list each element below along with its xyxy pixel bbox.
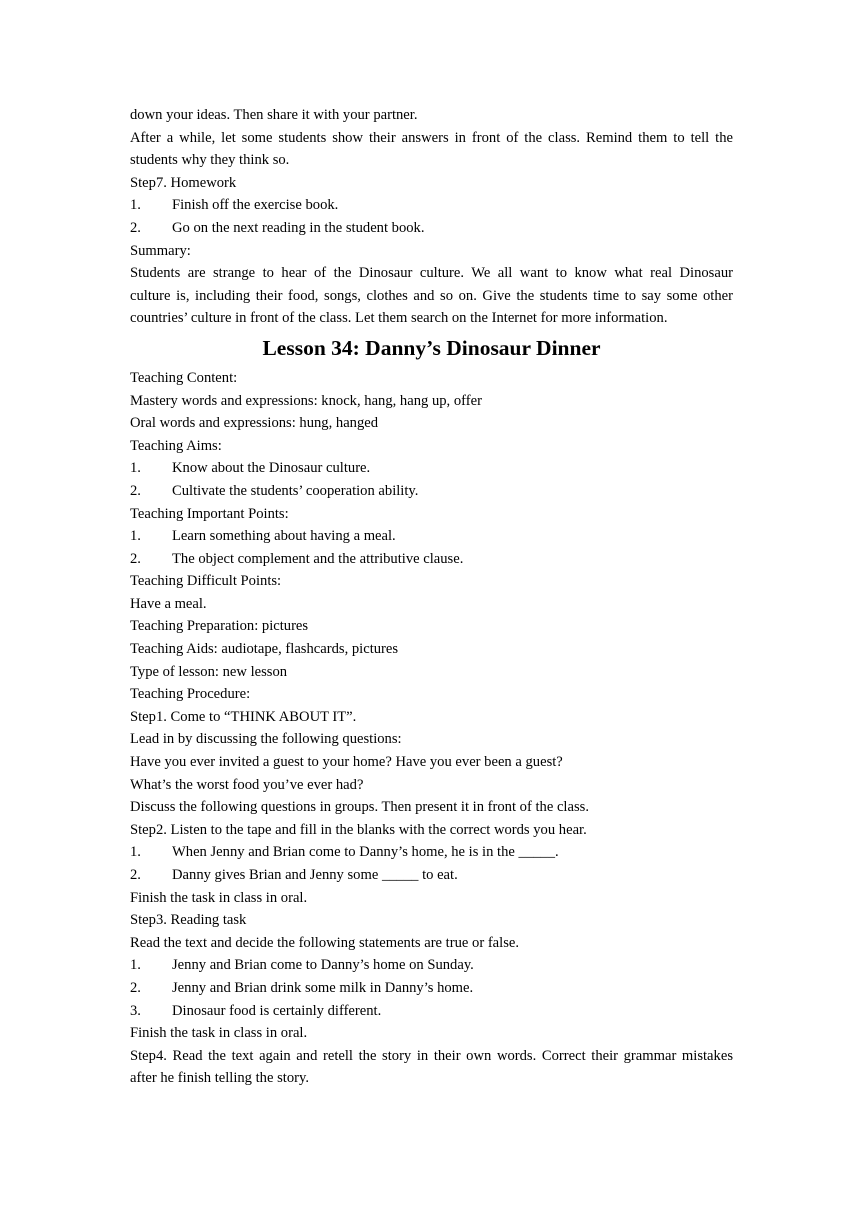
list-text: Learn something about having a meal. [172,528,396,545]
text-line: Have a meal. [130,595,207,612]
list-item [130,457,733,480]
list-item [130,1000,733,1023]
list-item [130,194,733,217]
list-text: Go on the next reading in the student book. [172,219,425,236]
list-number: 1. [130,197,141,214]
document-page [130,104,733,1090]
text-line: Discuss the following questions in groups. Then present it in front of the class. [130,799,589,816]
text-line: What’s the worst food you’ve ever had? [130,776,364,793]
list-item [130,954,733,977]
text-line: Teaching Aids: audiotape, flashcards, pictures [130,641,399,658]
list-text: Cultivate the students’ cooperation ability. [172,482,419,499]
section-label: Teaching Difficult Points: [130,573,282,590]
text-line: Lead in by discussing the following questions: [130,731,402,748]
section-label: Teaching Content: [130,369,238,386]
list-text: Danny gives Brian and Jenny some _____ to eat. [172,867,458,883]
summary-line: countries’ culture in front of the class. Let them search on the Internet for more information. [130,310,668,327]
section-label: Teaching Important Points: [130,505,289,522]
step-heading: Step3. Reading task [130,912,247,929]
summary-line: culture is, including their food, songs, clothes and so on. Give the students time to say some other [130,287,733,304]
list-item [130,217,733,240]
step-heading: Step1. Come to “THINK ABOUT IT”. [130,708,357,725]
text-line: after he finish telling the story. [130,1070,309,1087]
list-number: 1. [130,460,141,477]
list-number: 3. [130,1002,141,1019]
summary-label: Summary: [130,242,191,259]
list-number: 1. [130,528,141,545]
list-text: Jenny and Brian come to Danny’s home on Sunday. [172,957,474,974]
lesson-title: Lesson 34: Danny’s Dinosaur Dinner [262,335,601,360]
text-line: Finish the task in class in oral. [130,889,308,906]
text-line: Oral words and expressions: hung, hanged [130,415,379,432]
list-item [130,864,733,887]
text-line: Teaching Preparation: pictures [130,618,309,635]
list-number: 2. [130,550,141,567]
list-number: 1. [130,957,141,974]
list-number: 1. [130,844,141,861]
list-text: Finish off the exercise book. [172,197,339,214]
list-text: Dinosaur food is certainly different. [172,1002,382,1019]
text-line: Mastery words and expressions: knock, hang, hang up, offer [130,392,482,409]
text-line: After a while, let some students show their answers in front of the class. Remind them to tell the [130,129,733,146]
list-text: Know about the Dinosaur culture. [172,460,371,477]
section-label: Teaching Aims: [130,437,222,454]
list-text: Jenny and Brian drink some milk in Danny’s home. [172,979,474,996]
text-line: students why they think so. [130,152,290,169]
section-label: Teaching Procedure: [130,686,251,703]
list-number: 2. [130,867,141,883]
step-heading: Step2. Listen to the tape and fill in the blanks with the correct words you hear. [130,821,587,838]
list-number: 2. [130,219,141,236]
list-number: 2. [130,482,141,499]
list-text: When Jenny and Brian come to Danny’s home, he is in the _____. [172,844,559,861]
list-item [130,525,733,548]
list-item [130,977,733,1000]
list-item [130,480,733,503]
summary-line: Students are strange to hear of the Dinosaur culture. We all want to know what real Dinosaur [130,265,733,282]
list-text: The object complement and the attributive clause. [172,550,464,567]
text-line: Type of lesson: new lesson [130,663,288,680]
text-line: Read the text and decide the following statements are true or false. [130,934,520,951]
text-line: down your ideas. Then share it with your partner. [130,107,418,123]
text-line: Have you ever invited a guest to your home? Have you ever been a guest? [130,754,563,771]
list-item [130,841,733,864]
list-number: 2. [130,979,141,996]
step-heading: Step4. Read the text again and retell the story in their own words. Correct their grammar mistakes [130,1047,733,1064]
step-heading: Step7. Homework [130,174,237,191]
text-line: Finish the task in class in oral. [130,1025,308,1042]
list-item [130,548,733,571]
